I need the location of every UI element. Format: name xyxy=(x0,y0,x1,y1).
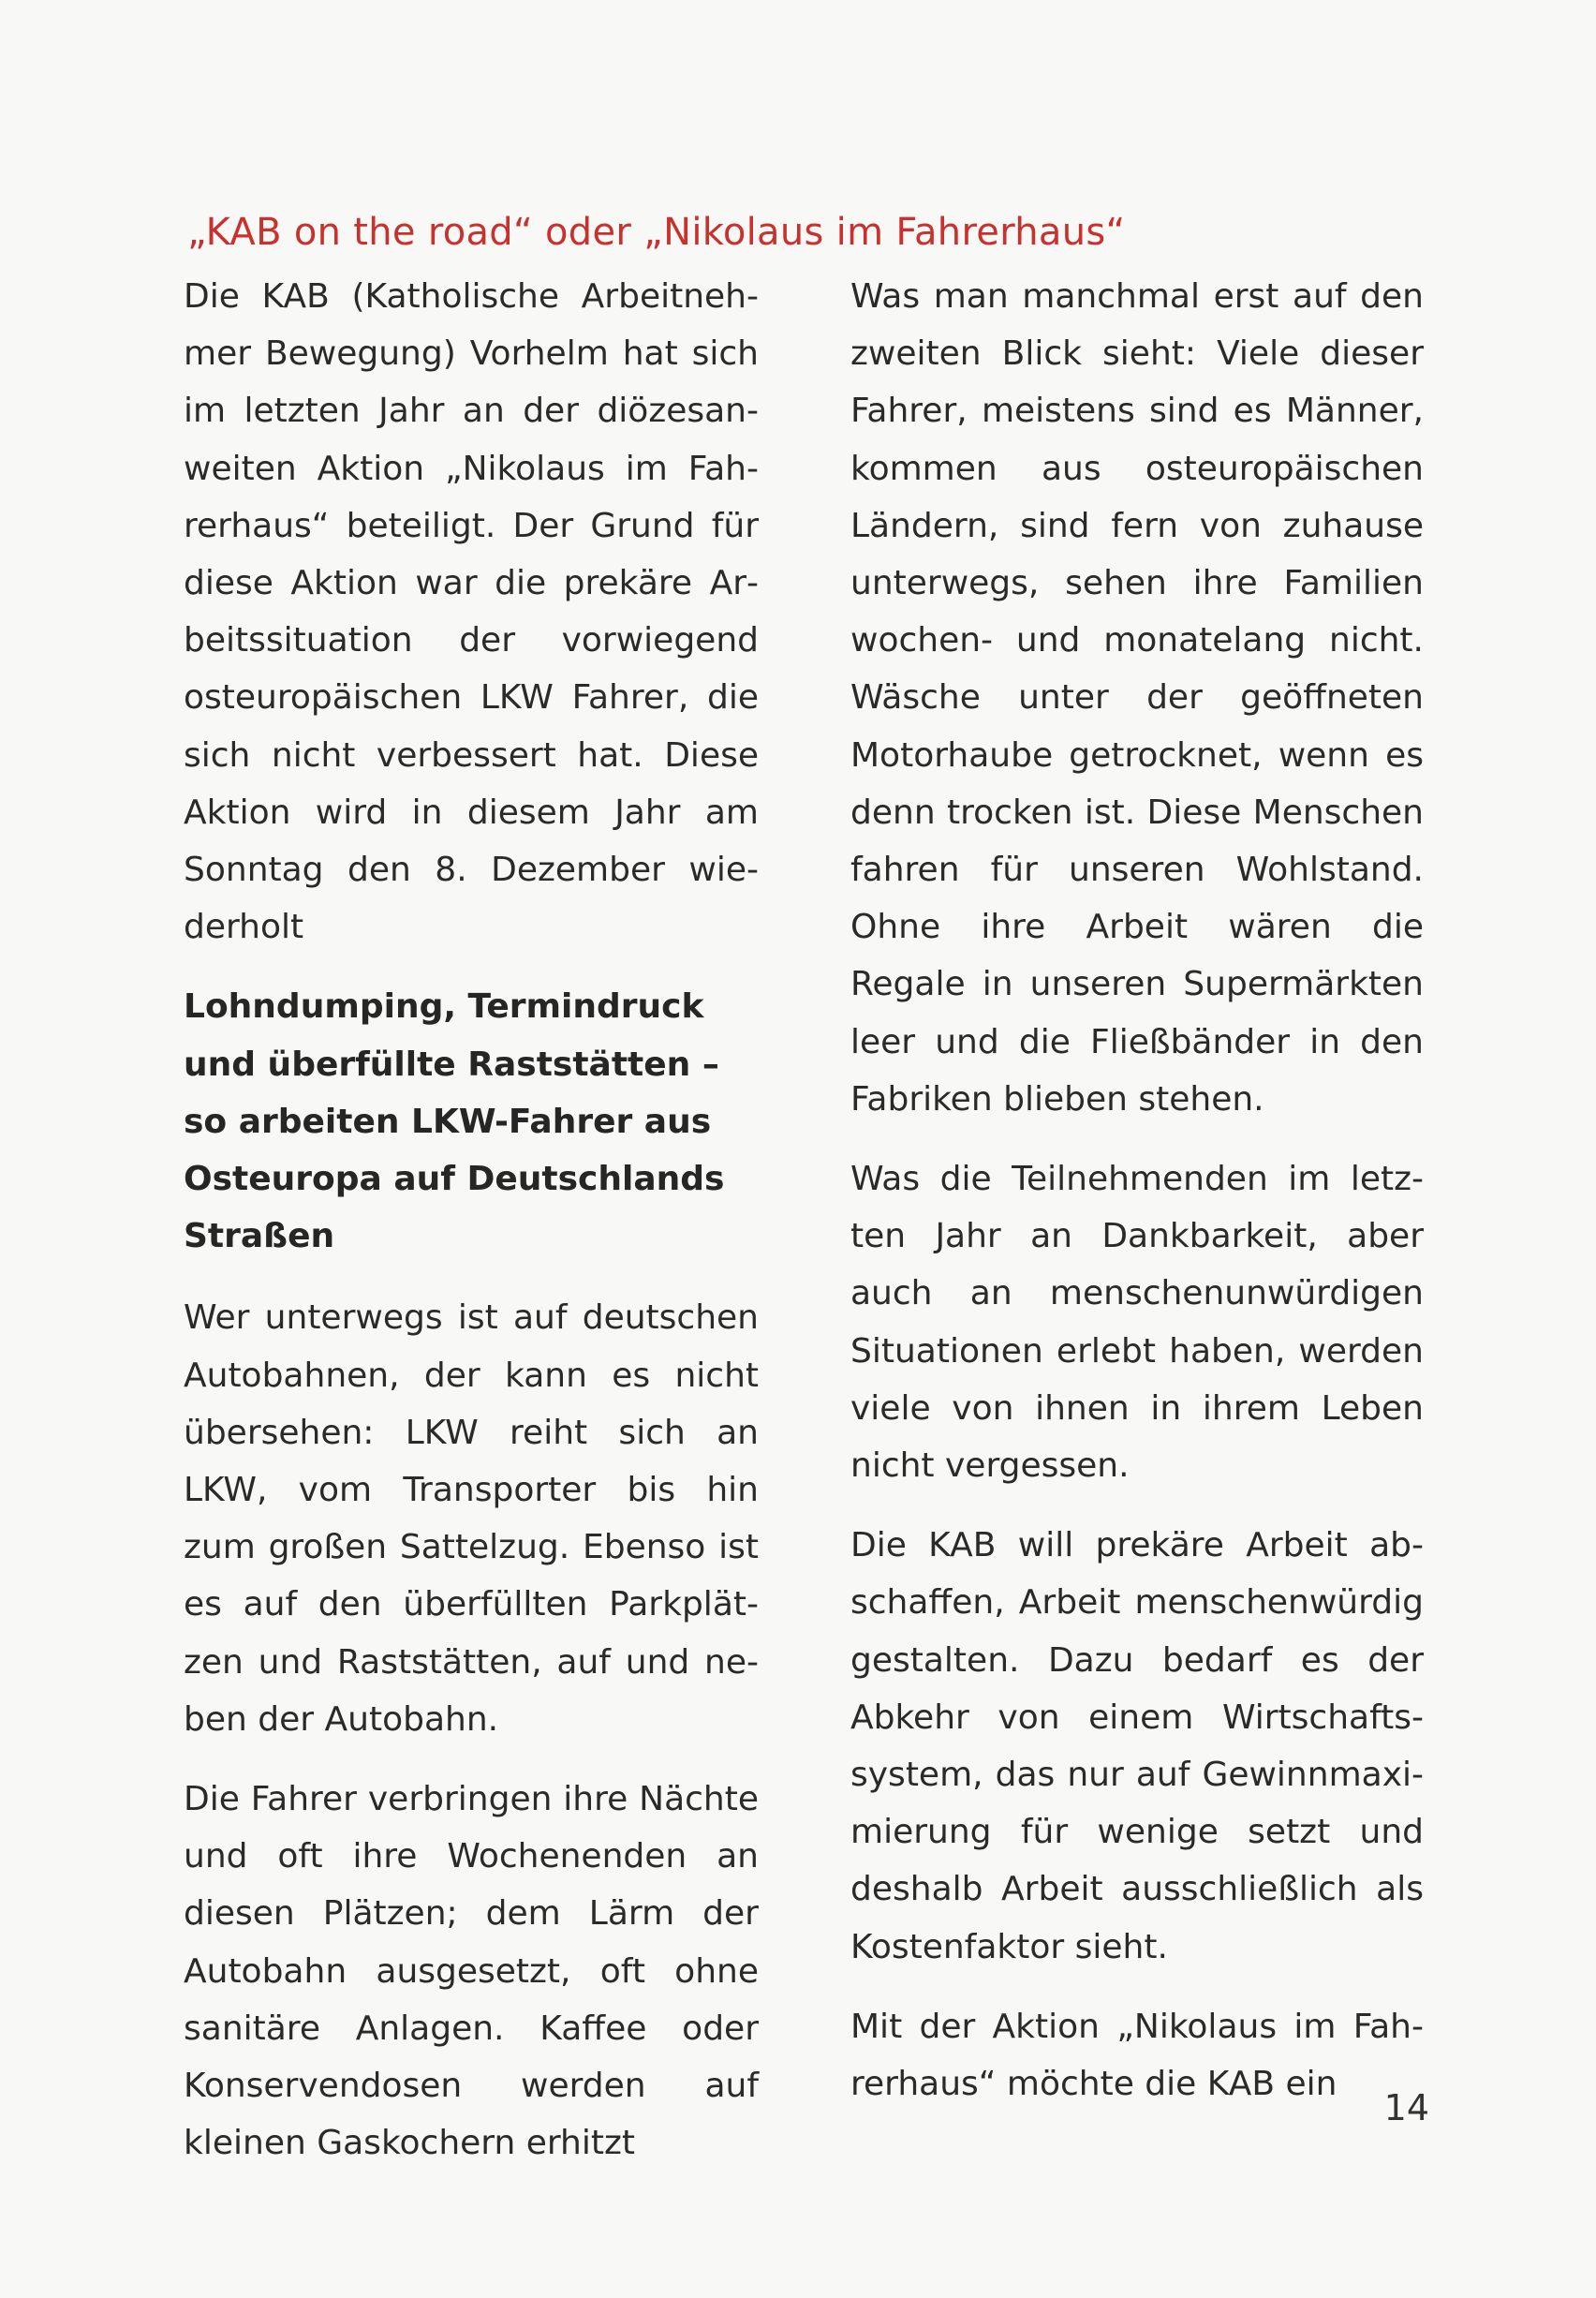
paragraph-action: Mit der Aktion „Nikolaus im Fahrerhaus“ möchte die KAB ein xyxy=(850,2007,1424,2104)
paragraph-kab-goal: Die KAB will prekäre Arbeit abschaffen, Arbeit menschenwürdig gestalten. Dazu bedarf es der Abkehr von einem Wirtschaftssystem, das nur auf Gewinnmaximierung für wenige setzt und deshalb Arbeit ausschließlich als Kostenfaktor sieht. xyxy=(850,1526,1424,1966)
left-column xyxy=(184,268,759,2195)
paragraph-intro: Die KAB (Katholische Arbeitnehmer Bewegung) Vorhelm hat sich im letzten Jahr an der diözesanweiten Aktion „Nikolaus im Fahrerhaus“ beteiligt. Der Grund für diese Aktion war die prekäre Arbeitssituation der vorwiegend osteuropäischen LKW Fahrer, die sich nicht verbessert hat. Diese Aktion wird in diesem Jahr am Sonntag den 8. Dezember wiederholt xyxy=(184,277,759,947)
paragraph-drivers-nights: Die Fahrer verbringen ihre Nächte und oft ihre Wochenenden an diesen Plätzen; dem Lärm der Autobahn ausgesetzt, oft ohne sanitäre Anlagen. Kaffee oder Konservendosen werden auf kleinen Gaskochern erhitzt xyxy=(184,1780,759,2163)
subheading: Lohndumping, Termindruck und überfüllte Raststätten – so arbeiten LKW-Fahrer aus Osteuropa auf Deutschlands Straßen xyxy=(184,987,725,1256)
paragraph-autobahn: Wer unterwegs ist auf deutschen Autobahnen, der kann es nicht übersehen: LKW reiht sich an LKW, vom Transporter bis hin zum großen Sattelzug. Ebenso ist es auf den überfüllten Parkplätzen und Raststätten, auf und neben der Autobahn. xyxy=(184,1298,759,1739)
article-title: „KAB on the road“ oder „Nikolaus im Fahrerhaus“ xyxy=(187,211,1126,254)
paragraph-second-look: Was man manchmal erst auf den zweiten Blick sieht: Viele dieser Fahrer, meistens sind es Männer, kommen aus osteuropäischen Ländern, sind fern von zuhause unterwegs, sehen ihre Familien wochen- und monatelang nicht. Wäsche unter der geöffneten Motorhaube getrocknet, wenn es denn trocken ist. Diese Menschen fahren für unseren Wohlstand. Ohne ihre Arbeit wären die Regale in unseren Supermärkten leer und die Fließbänder in den Fabriken blieben stehen. xyxy=(850,277,1424,1119)
paragraph-participants: Was die Teilnehmenden im letzten Jahr an Dankbarkeit, aber auch an menschenunwürdigen Situationen erlebt haben, werden viele von ihnen in ihrem Leben nicht vergessen. xyxy=(850,1160,1424,1486)
page-number: 14 xyxy=(1383,2087,1429,2128)
right-column xyxy=(850,268,1424,2135)
